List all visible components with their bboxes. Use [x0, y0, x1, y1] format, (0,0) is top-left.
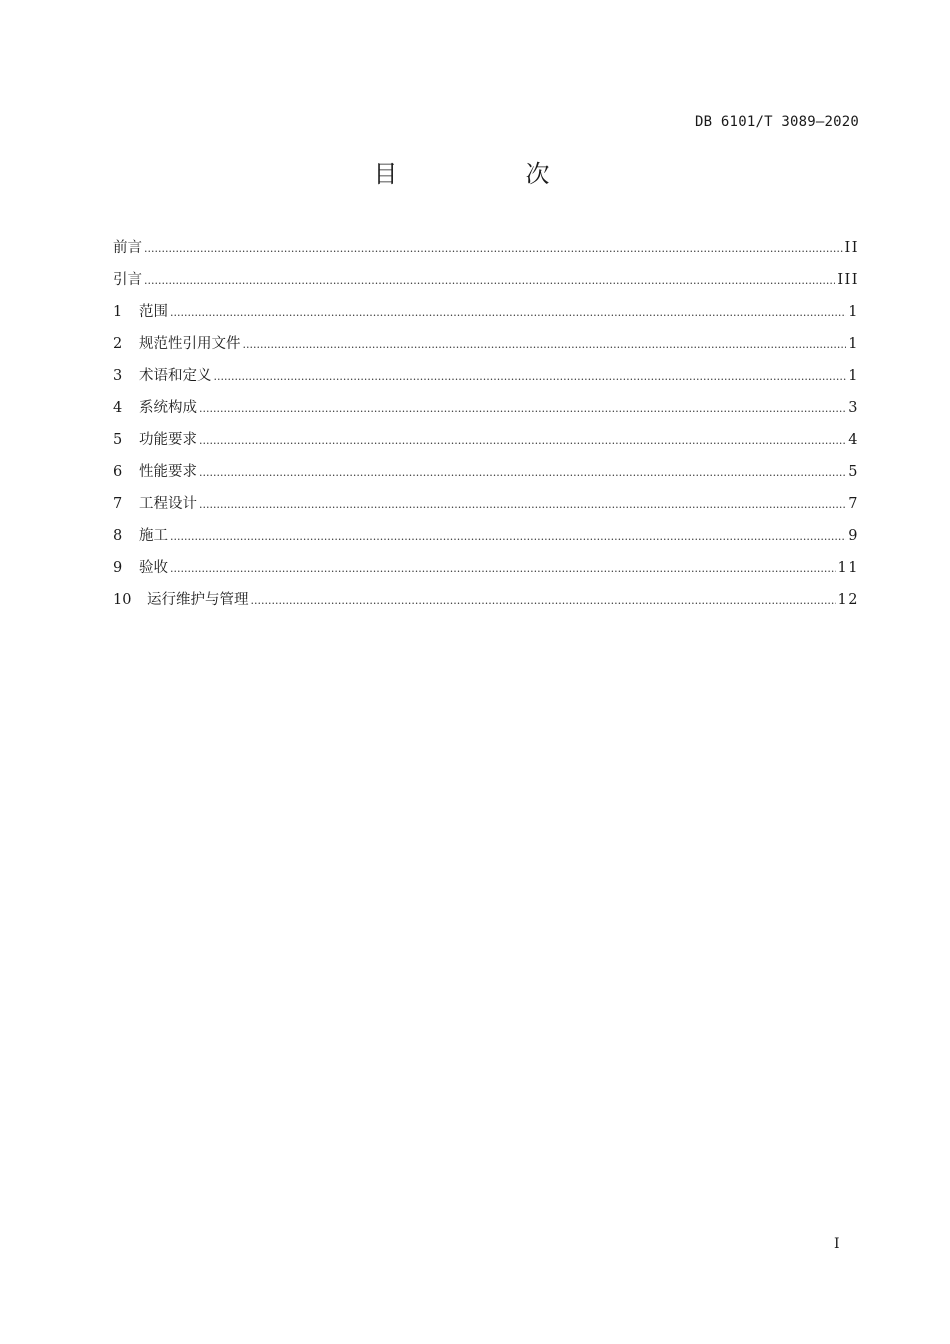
toc-entry-page: 1	[848, 304, 859, 320]
toc-leader-dots	[199, 400, 846, 416]
toc-entry-number: 1	[113, 304, 123, 320]
toc-entry-10[interactable]	[113, 588, 859, 620]
toc-entry-number: 9	[113, 560, 123, 576]
toc-entry-label: 功能要求	[139, 432, 197, 448]
toc-entry-label: 工程设计	[139, 496, 197, 512]
toc-entry-number: 7	[113, 496, 123, 512]
toc-entry-label: 规范性引用文件	[139, 336, 241, 352]
toc-leader-dots	[144, 240, 843, 256]
toc-entry-page: 1	[848, 368, 859, 384]
toc-entry-page: 1	[848, 336, 859, 352]
toc-entry-number: 8	[113, 528, 123, 544]
toc-entry-5[interactable]	[113, 428, 859, 460]
page-title: 目 次	[373, 160, 602, 188]
toc-entry-7[interactable]	[113, 492, 859, 524]
toc-entry-page: 5	[848, 464, 859, 480]
toc-entry-page: 9	[848, 528, 859, 544]
toc-leader-dots	[251, 592, 836, 608]
toc-entry-number: 10	[113, 592, 132, 608]
toc-entry-page: III	[837, 272, 859, 288]
toc-entry-page: 12	[837, 592, 859, 608]
toc-entry-page: 11	[837, 560, 859, 576]
toc-entry-label: 性能要求	[139, 464, 197, 480]
toc-entry-label: 运行维护与管理	[147, 592, 249, 608]
toc-leader-dots	[199, 464, 846, 480]
table-of-contents	[113, 236, 859, 620]
toc-leader-dots	[144, 272, 835, 288]
toc-entry-page: 4	[848, 432, 859, 448]
toc-entry-label: 引言	[113, 272, 142, 288]
toc-entry-number: 6	[113, 464, 123, 480]
toc-entry-3[interactable]	[113, 364, 859, 396]
toc-entry-label: 验收	[139, 560, 168, 576]
toc-leader-dots	[170, 528, 846, 544]
document-number: DB 6101/T 3089—2020	[695, 114, 859, 130]
toc-entry-number: 3	[113, 368, 123, 384]
toc-entry-6[interactable]	[113, 460, 859, 492]
toc-entry-number: 5	[113, 432, 123, 448]
toc-entry-label: 术语和定义	[139, 368, 212, 384]
toc-leader-dots	[170, 304, 846, 320]
toc-leader-dots	[199, 496, 846, 512]
toc-entry-9[interactable]	[113, 556, 859, 588]
toc-entry-label: 范围	[139, 304, 168, 320]
toc-entry-number: 4	[113, 400, 123, 416]
toc-entry-1[interactable]	[113, 300, 859, 332]
toc-entry-number: 2	[113, 336, 123, 352]
toc-entry-4[interactable]	[113, 396, 859, 428]
toc-entry-page: 3	[848, 400, 859, 416]
toc-entry-2[interactable]	[113, 332, 859, 364]
toc-leader-dots	[199, 432, 846, 448]
toc-entry-foreword[interactable]	[113, 236, 859, 268]
toc-entry-label: 施工	[139, 528, 168, 544]
toc-leader-dots	[243, 336, 847, 352]
toc-entry-label: 系统构成	[139, 400, 197, 416]
toc-entry-8[interactable]	[113, 524, 859, 556]
toc-leader-dots	[170, 560, 836, 576]
page-number: I	[834, 1236, 840, 1252]
toc-entry-page: II	[844, 240, 859, 256]
toc-entry-introduction[interactable]	[113, 268, 859, 300]
toc-leader-dots	[214, 368, 847, 384]
toc-entry-label: 前言	[113, 240, 142, 256]
toc-entry-page: 7	[848, 496, 859, 512]
